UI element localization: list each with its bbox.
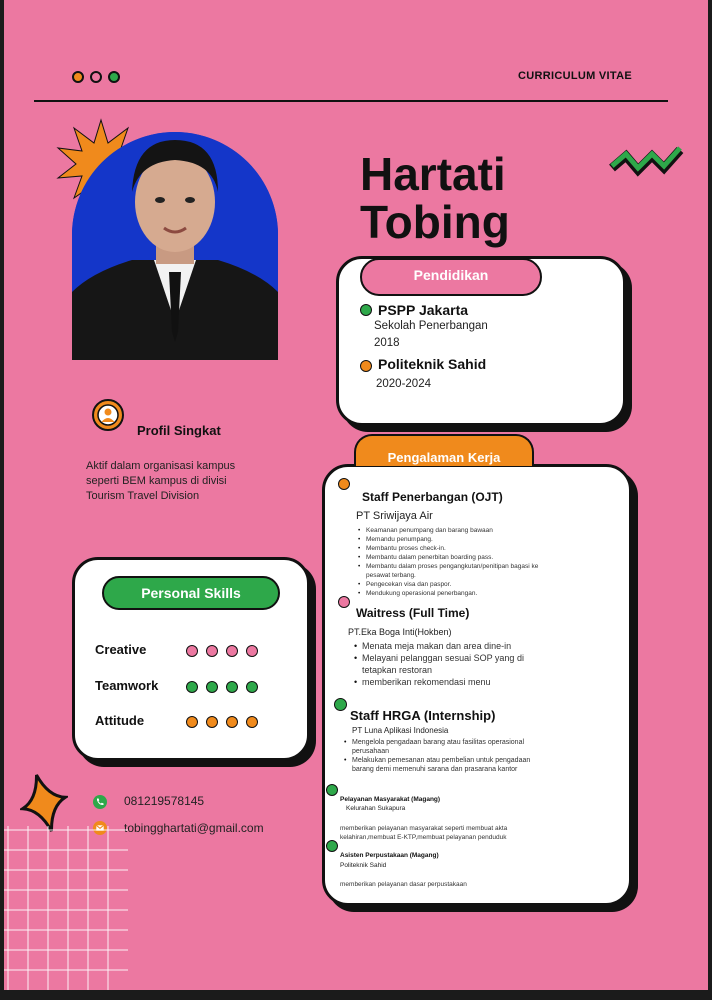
- skill-level-dot: [226, 645, 238, 657]
- job-duty: • Memandu penumpang.: [366, 535, 550, 544]
- job-duty: • Melakukan pemesanan atau pembelian untuk pengadaan barang demi memenuhi sarana dan prasarana kantor: [352, 756, 542, 774]
- skill-level-dot: [226, 716, 238, 728]
- job-duty: • memberikan rekomendasi menu: [362, 676, 542, 688]
- job-duties-3: [352, 738, 542, 774]
- skills-heading: Personal Skills: [102, 576, 280, 610]
- job-duty: • Membantu proses check-in.: [366, 544, 550, 553]
- job-title-2: Waitress (Full Time): [356, 606, 470, 620]
- header-dot-green: [108, 71, 120, 83]
- education-detail-1: Sekolah Penerbangan: [374, 320, 488, 332]
- email-address: tobingghartati@gmail.com: [124, 821, 264, 835]
- job-bullet-1: [338, 478, 350, 490]
- profile-photo: [72, 132, 278, 360]
- job-duties-2: [362, 640, 542, 688]
- job-duty: • Mendukung operasional penerbangan.: [366, 589, 550, 598]
- education-year-2: 2020-2024: [376, 378, 431, 390]
- job-company-4: Kelurahan Sukapura: [346, 805, 406, 812]
- education-year-1: 2018: [374, 337, 400, 349]
- job-company-2: PT.Eka Boga Inti(Hokben): [348, 627, 452, 637]
- zigzag-decoration-icon: [608, 138, 688, 182]
- job-title-4: Pelayanan Masyarakat (Magang): [340, 796, 441, 803]
- profile-heading: Profil Singkat: [137, 423, 221, 438]
- job-bullet-2: [338, 596, 350, 608]
- full-name: [360, 150, 510, 246]
- education-heading: Pendidikan: [360, 258, 542, 296]
- job-duty: • Membantu dalam proses pengangkutan/penitipan bagasi ke pesawat terbang.: [366, 562, 550, 580]
- skill-label-teamwork: Teamwork: [95, 678, 159, 693]
- skill-label-creative: Creative: [95, 642, 147, 657]
- skill-level-dot: [206, 645, 218, 657]
- education-school-2: Politeknik Sahid: [378, 356, 487, 372]
- job-title-1: Staff Penerbangan (OJT): [362, 490, 503, 504]
- phone-icon: [92, 794, 108, 810]
- skill-label-attitude: Attitude: [95, 713, 145, 728]
- job-duty: • Menata meja makan dan area dine-in: [362, 640, 542, 652]
- job-bullet-5: [326, 840, 338, 852]
- cv-title: CURRICULUM VITAE: [518, 70, 632, 82]
- education-bullet-2: [360, 360, 372, 372]
- skill-level-dot: [186, 681, 198, 693]
- job-company-5: Politeknik Sahid: [340, 862, 387, 869]
- header-dot-pink: [90, 71, 102, 83]
- star-decoration-icon: [20, 772, 68, 834]
- job-title-5: Asisten Perpustakaan (Magang): [340, 852, 439, 859]
- job-company-3: PT Luna Aplikasi Indonesia: [352, 726, 449, 735]
- job-duty-5: memberikan pelayanan dasar perpustakaan: [340, 881, 467, 888]
- job-duty: • Keamanan penumpang dan barang bawaan: [366, 526, 550, 535]
- job-bullet-4: [326, 784, 338, 796]
- education-school-1: PSPP Jakarta: [378, 302, 469, 318]
- job-duties-1: [366, 526, 550, 598]
- skill-level-dot: [226, 681, 238, 693]
- skill-level-dot: [246, 645, 258, 657]
- job-duty: • Pengecekan visa dan paspor.: [366, 580, 550, 589]
- job-title-3: Staff HRGA (Internship): [350, 708, 496, 723]
- profile-icon: [91, 398, 125, 432]
- education-bullet-1: [360, 304, 372, 316]
- grid-decoration: [4, 826, 128, 990]
- job-duty-4: memberikan pelayanan masyarakat seperti membuat akta kelahiran,membuat E-KTP,membuat pelayanan penduduk: [340, 825, 508, 841]
- experience-heading: Pengalaman Kerja: [354, 434, 534, 466]
- profile-text: Aktif dalam organisasi kampus seperti BEM kampus di divisi Tourism Travel Division: [86, 460, 236, 502]
- job-duty: • Melayani pelanggan sesuai SOP yang di tetapkan restoran: [362, 652, 542, 676]
- header-divider: [34, 100, 668, 102]
- skill-level-dot: [186, 716, 198, 728]
- first-name: Hartati: [360, 148, 506, 200]
- header-dot-orange: [72, 71, 84, 83]
- last-name: Tobing: [360, 196, 510, 248]
- skill-level-dot: [246, 681, 258, 693]
- skill-level-dot: [206, 681, 218, 693]
- job-bullet-3: [334, 698, 347, 711]
- phone-number: 081219578145: [124, 794, 205, 808]
- skill-level-dot: [186, 645, 198, 657]
- job-duty: • Mengelola pengadaan barang atau fasilitas operasional perusahaan: [352, 738, 542, 756]
- cv-page: [4, 0, 708, 990]
- job-company-1: PT Sriwijaya Air: [356, 510, 433, 522]
- job-duty: • Membantu dalam penerbitan boarding pass.: [366, 553, 550, 562]
- skill-level-dot: [246, 716, 258, 728]
- skill-level-dot: [206, 716, 218, 728]
